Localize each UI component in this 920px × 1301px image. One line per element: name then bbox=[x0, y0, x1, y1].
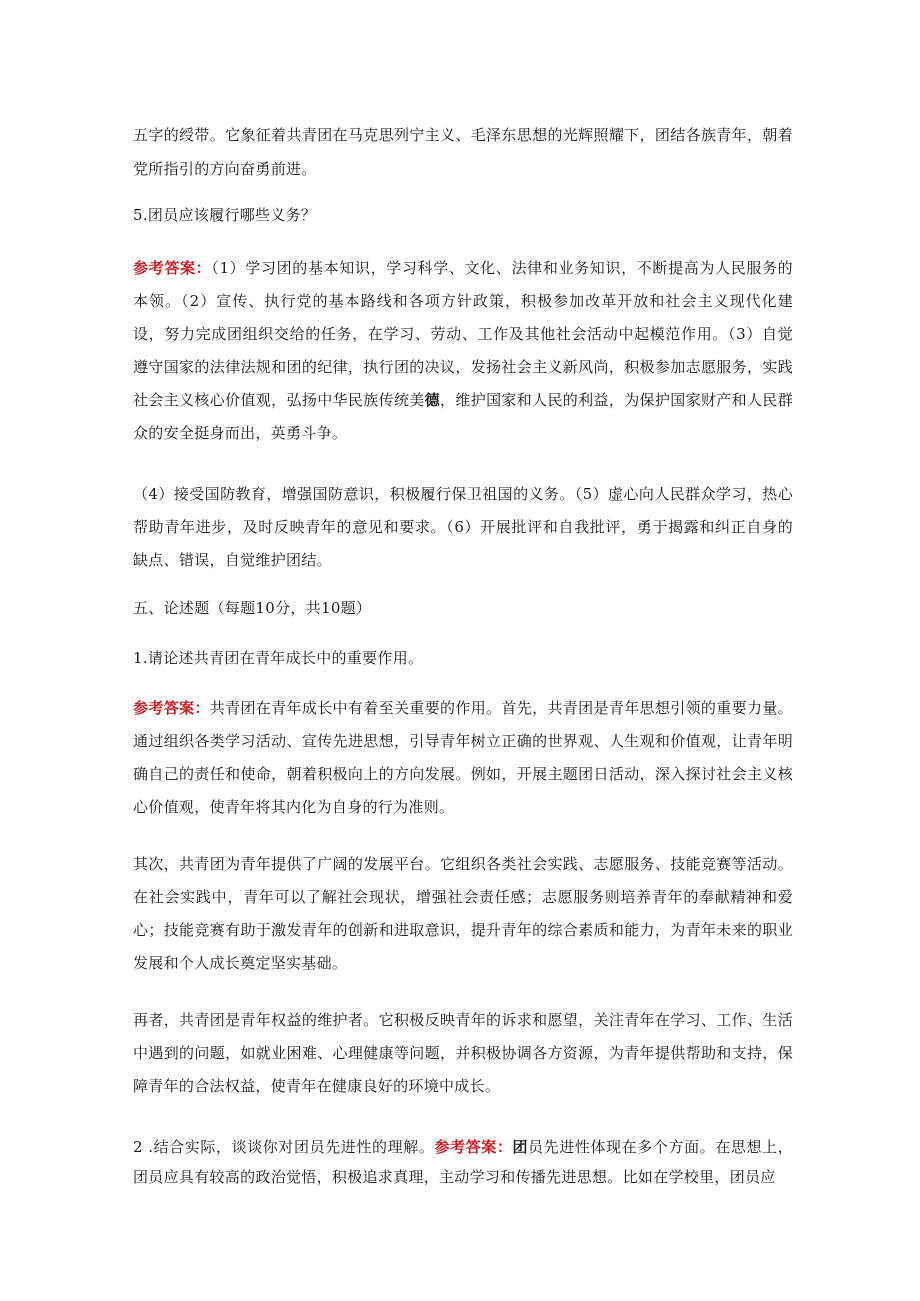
answer-label: 参考答案： bbox=[434, 1138, 513, 1156]
answer-text-part2: ，维护国家和人民的利益，为保护国家财产和人民群众的安全挺身而出，英勇斗争。 bbox=[133, 391, 794, 442]
essay-2-block bbox=[133, 1132, 793, 1192]
question-5-answer bbox=[133, 252, 793, 450]
essay-1-para2-block bbox=[133, 848, 793, 980]
essay-2-question-and-answer bbox=[133, 1132, 793, 1192]
essay-2-question: 2 .结合实际，谈谈你对团员先进性的理解。 bbox=[133, 1138, 435, 1156]
answer-label: 参考答案： bbox=[133, 699, 210, 717]
essay-1-answer-para3: 再者，共青团是青年权益的维护者。它积极反映青年的诉求和愿望，关注青年在学习、工作、生活中遇到的问题，如就业困难、心理健康等问题，并积极协调各方资源，为青年提供帮助和支持，保障青年的合法权益，使青年在健康良好的环境中成长。 bbox=[133, 1011, 793, 1095]
question-5-answer-continued-block bbox=[133, 478, 793, 577]
question-5-title: 5.团员应该履行哪些义务？ bbox=[133, 206, 317, 224]
essay-1-question: 1.请论述共青团在青年成长中的重要作用。 bbox=[133, 649, 424, 667]
answer-label: 参考答案： bbox=[133, 259, 212, 277]
essay-1-answer-para1 bbox=[133, 692, 793, 824]
answer-text-part1: （1）学习团的基本知识，学习科学、文化、法律和业务知识，不断提高为人民服务的本领。（2）宣传、执行党的基本路线和各项方针政策，积极参加改革开放和社会主义现代化建设，努力完成团组织交给的任务，在学习、劳动、工作及其他社会活动中起模范作用。（3）自觉遵守国家的法律法规和团的纪律，执行团的决议，发扬社会主义新风尚，积极参加志愿服务，实践社会主义核心价值观，弘扬中华民族传统美 bbox=[133, 259, 793, 409]
question-5-answer-block bbox=[133, 252, 793, 450]
essay-1-answer-block bbox=[133, 692, 793, 824]
essay-1-para3-block bbox=[133, 1004, 793, 1103]
section-5-heading: 五、论述题（每题10分，共10题） bbox=[133, 599, 372, 617]
essay-2-answer-text: 员先进性体现在多个方面。在思想上，团员应具有较高的政治觉悟，积极追求真理，主动学习和传播先进思想。比如在学校里，团员应 bbox=[133, 1138, 793, 1186]
question-5-block bbox=[133, 203, 793, 227]
essay-1-question-block bbox=[133, 646, 793, 670]
question-5-answer-continued: （4）接受国防教育，增强国防意识，积极履行保卫祖国的义务。（5）虚心向人民群众学习，热心帮助青年进步，及时反映青年的意见和要求。（6）开展批评和自我批评，勇于揭露和纠正自身的缺点、错误，自觉维护团结。 bbox=[133, 485, 793, 569]
essay-1-para1-text: 共青团在青年成长中有着至关重要的作用。首先，共青团是青年思想引领的重要力量。通过组织各类学习活动、宣传先进思想，引导青年树立正确的世界观、人生观和价值观，让青年明确自己的责任和使命，朝着积极向上的方向发展。例如，开展主题团日活动，深入探讨社会主义核心价值观，使青年将其内化为自身的行为准则。 bbox=[133, 699, 793, 816]
intro-paragraph: 五字的绶带。它象征着共青团在马克思列宁主义、毛泽东思想的光辉照耀下，团结各族青年，朝着党所指引的方向奋勇前进。 bbox=[133, 126, 793, 178]
intro-paragraph-block bbox=[133, 118, 793, 186]
answer-bold-char: 德 bbox=[424, 391, 441, 409]
answer-bold-char: 团 bbox=[512, 1138, 529, 1156]
section-5-heading-block bbox=[133, 596, 793, 620]
essay-1-answer-para2: 其次，共青团为青年提供了广阔的发展平台。它组织各类社会实践、志愿服务、技能竞赛等活动。在社会实践中，青年可以了解社会现状，增强社会责任感；志愿服务则培养青年的奉献精神和爱心；技能竞赛有助于激发青年的创新和进取意识，提升青年的综合素质和能力，为青年未来的职业发展和个人成长奠定坚实基础。 bbox=[133, 855, 793, 972]
